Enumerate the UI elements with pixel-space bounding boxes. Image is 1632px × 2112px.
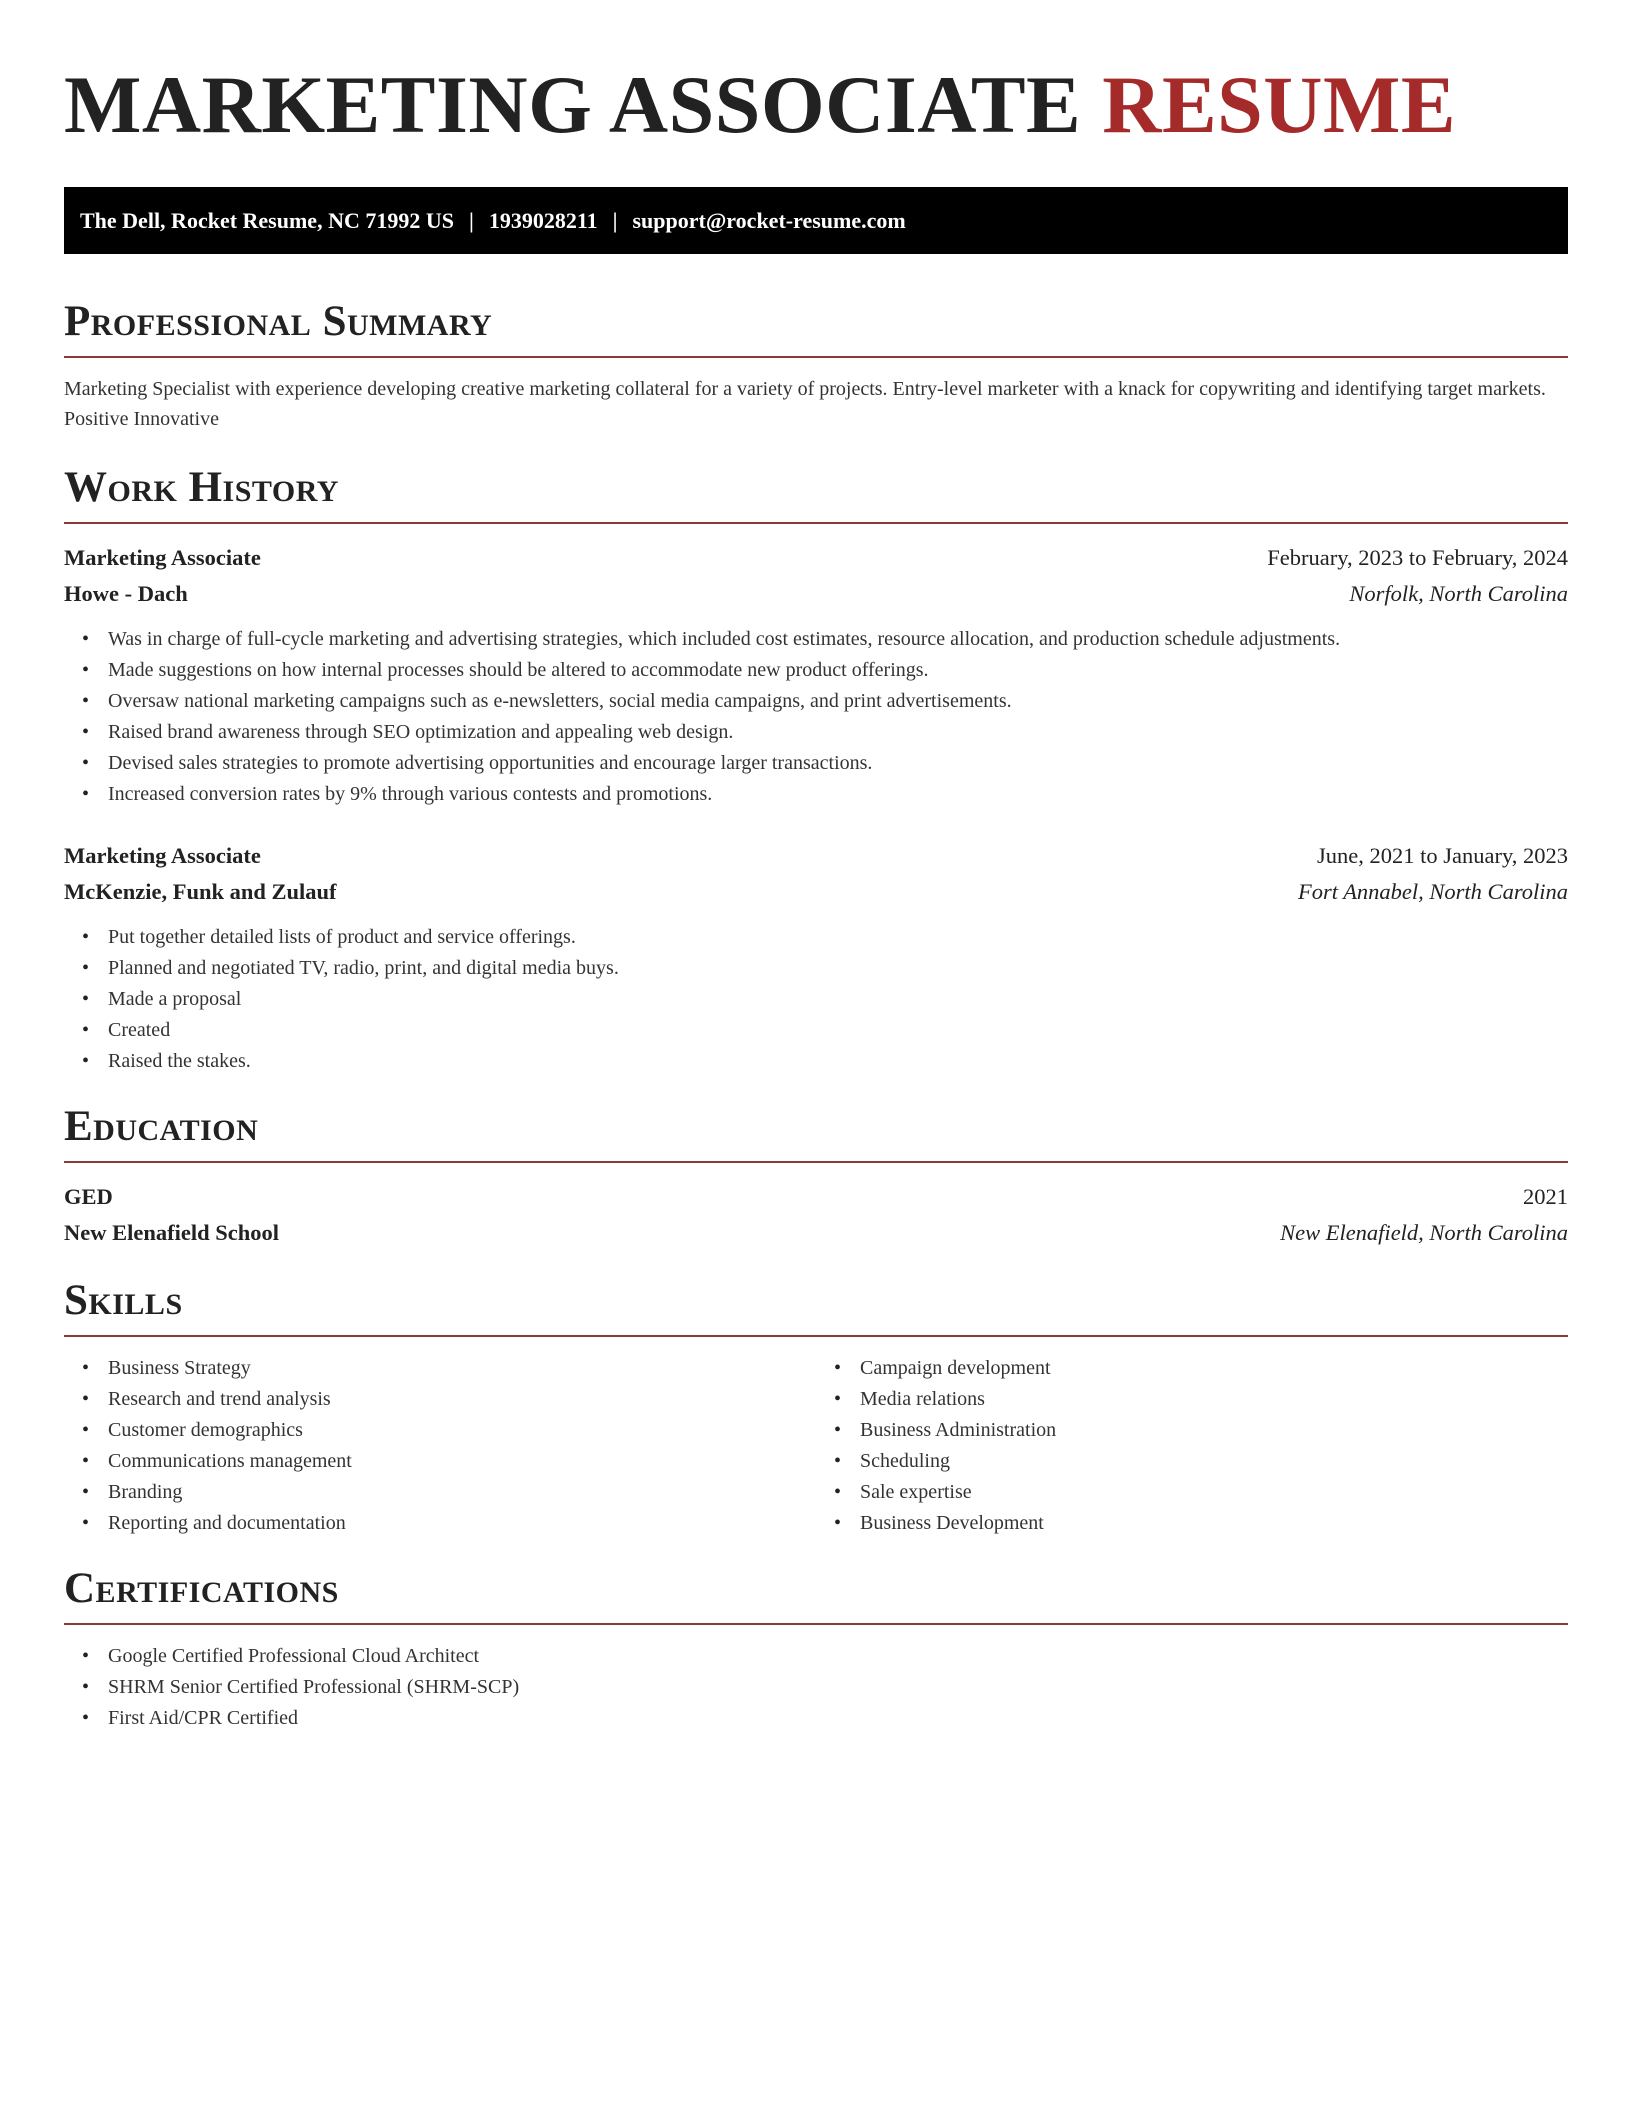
resume-title-accent: RESUME	[1102, 59, 1457, 150]
job-bullet: • Increased conversion rates by 9% through various contests and promotions.	[108, 779, 1568, 810]
skills-grid	[64, 1353, 1568, 1539]
resume-title-main: MARKETING ASSOCIATE	[64, 59, 1082, 150]
job-title: Marketing Associate	[64, 545, 261, 570]
section-heading: Skills	[64, 1277, 183, 1324]
job-location: Norfolk, North Carolina	[1349, 581, 1568, 606]
skill-item: • Campaign development	[860, 1353, 1568, 1384]
education-degree: GED	[64, 1184, 113, 1209]
job-title: Marketing Associate	[64, 843, 261, 868]
job-bullet: • Was in charge of full-cycle marketing and advertising strategies, which included cost estimates, resource allocation, and production schedule adjustments.	[108, 624, 1568, 655]
skill-item: • Business Administration	[860, 1415, 1568, 1446]
contact-separator: |	[468, 207, 474, 233]
skill-item: • Branding	[108, 1477, 816, 1508]
section-divider	[64, 356, 1568, 358]
contact-address: The Dell, Rocket Resume, NC 71992 US	[80, 207, 454, 233]
section-divider	[64, 1161, 1568, 1163]
education-location: New Elenafield, North Carolina	[1280, 1220, 1568, 1245]
section-divider	[64, 1335, 1568, 1337]
section-divider	[64, 522, 1568, 524]
contact-separator: |	[612, 207, 618, 233]
certification-item: • Google Certified Professional Cloud Architect	[108, 1641, 1568, 1672]
skill-item: • Research and trend analysis	[108, 1384, 816, 1415]
contact-bar	[64, 187, 1568, 254]
resume-title	[64, 55, 1568, 155]
education-school: New Elenafield School	[64, 1220, 280, 1245]
skill-item: • Reporting and documentation	[108, 1508, 816, 1539]
skill-item: • Business Strategy	[108, 1353, 816, 1384]
skill-item: • Customer demographics	[108, 1415, 816, 1446]
certifications-list	[64, 1641, 1568, 1734]
section-heading: Work History	[64, 464, 339, 511]
skill-item: • Sale expertise	[860, 1477, 1568, 1508]
job-bullet: • Made a proposal	[108, 984, 1568, 1015]
skills-list-left	[64, 1353, 816, 1539]
job-bullet-list	[64, 922, 1568, 1077]
section-heading: Education	[64, 1103, 259, 1150]
section-divider	[64, 1623, 1568, 1625]
summary-section	[64, 298, 1568, 434]
job-dates: February, 2023 to February, 2024	[1267, 545, 1568, 570]
job-header-row	[64, 540, 1568, 576]
skills-list-right	[816, 1353, 1568, 1539]
education-year: 2021	[1523, 1184, 1568, 1209]
summary-text: Marketing Specialist with experience developing creative marketing collateral for a variety of projects. Entry-level marketer with a knack for copywriting and identifying target markets. Positive Innovative	[64, 378, 1546, 430]
job-bullet: • Put together detailed lists of product and service offerings.	[108, 922, 1568, 953]
certification-item: • First Aid/CPR Certified	[108, 1703, 1568, 1734]
education-section	[64, 1103, 1568, 1251]
skills-section	[64, 1277, 1568, 1539]
job-bullet: • Oversaw national marketing campaigns such as e-newsletters, social media campaigns, and print advertisements.	[108, 686, 1568, 717]
certification-item: • SHRM Senior Certified Professional (SHRM-SCP)	[108, 1672, 1568, 1703]
skill-item: • Scheduling	[860, 1446, 1568, 1477]
section-heading: Professional Summary	[64, 298, 493, 345]
job-header-row	[64, 838, 1568, 874]
certifications-section	[64, 1565, 1568, 1734]
education-school-row	[64, 1215, 1568, 1251]
job-company: Howe - Dach	[64, 581, 188, 606]
contact-phone: 1939028211	[488, 207, 598, 233]
job-company-row	[64, 576, 1568, 612]
job-company-row	[64, 874, 1568, 910]
education-degree-row	[64, 1179, 1568, 1215]
job-bullet: • Made suggestions on how internal processes should be altered to accommodate new product offerings.	[108, 655, 1568, 686]
skill-item: • Business Development	[860, 1508, 1568, 1539]
skill-item: • Media relations	[860, 1384, 1568, 1415]
job-bullet: • Raised the stakes.	[108, 1046, 1568, 1077]
job-entry	[64, 838, 1568, 1077]
job-bullet: • Created	[108, 1015, 1568, 1046]
job-company: McKenzie, Funk and Zulauf	[64, 879, 337, 904]
job-bullet: • Planned and negotiated TV, radio, print, and digital media buys.	[108, 953, 1568, 984]
section-heading: Certifications	[64, 1565, 339, 1612]
job-dates: June, 2021 to January, 2023	[1316, 843, 1568, 868]
skill-item: • Communications management	[108, 1446, 816, 1477]
job-entry	[64, 540, 1568, 810]
job-bullet: • Raised brand awareness through SEO optimization and appealing web design.	[108, 717, 1568, 748]
work-history-section	[64, 464, 1568, 1077]
job-bullet: • Devised sales strategies to promote advertising opportunities and encourage larger transactions.	[108, 748, 1568, 779]
job-bullet-list	[64, 624, 1568, 810]
job-location: Fort Annabel, North Carolina	[1297, 879, 1568, 904]
contact-email: support@rocket-resume.com	[632, 207, 906, 233]
